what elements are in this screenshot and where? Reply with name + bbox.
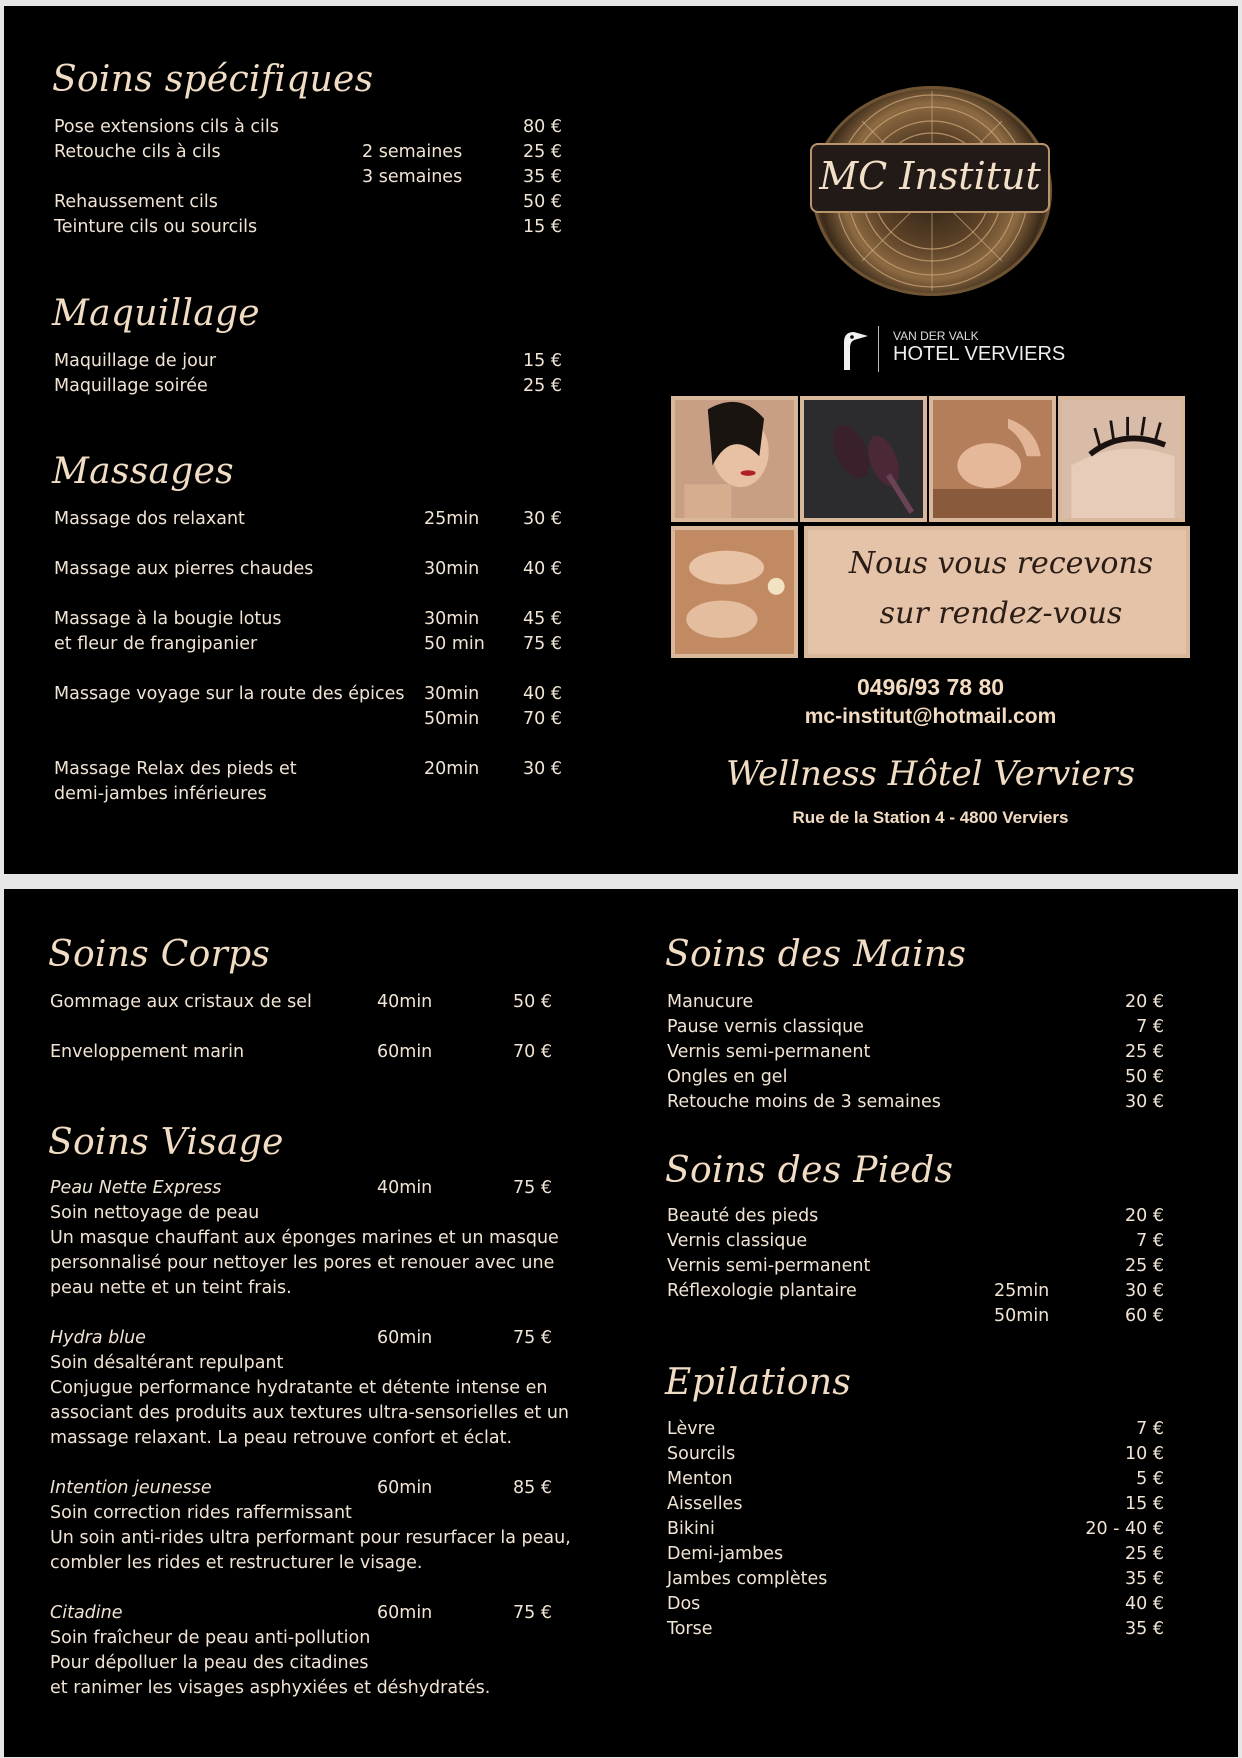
list-item: Massage aux pierres chaudes [54,559,314,579]
price: 70 € [513,1042,552,1062]
duration: 50 min [424,634,485,654]
list-item: Massage voyage sur la route des épices [54,684,405,704]
list-item: Pause vernis classique [667,1017,864,1037]
price: 30 € [523,759,562,779]
price: 40 € [1125,1594,1164,1614]
price: 35 € [1125,1619,1164,1639]
price: 70 € [523,709,562,729]
treatment-subtitle: Soin nettoyage de peau [50,1203,260,1223]
price: 10 € [1125,1444,1164,1464]
list-item: Ongles en gel [667,1067,788,1087]
photo-eyelashes [1058,396,1185,522]
list-item: Teinture cils ou sourcils [54,217,258,237]
treatment-name: Peau Nette Express [50,1178,222,1198]
price: 15 € [523,217,562,237]
price: 20 € [1125,992,1164,1012]
list-item: et fleur de frangipanier [54,634,258,654]
logo-text: MC Institut [819,154,1041,198]
email-address: mc-institut@hotmail.com [804,705,1057,728]
duration: 40min [377,992,433,1012]
list-item: Massage à la bougie lotus [54,609,282,629]
price: 75 € [513,1178,552,1198]
divider [878,326,879,372]
list-item: Pose extensions cils à cils [54,117,279,137]
appointment-line-1: Nous vous recevons [848,546,1154,581]
duration: 60min [377,1042,433,1062]
price: 35 € [1125,1569,1164,1589]
duration: 30min [424,559,480,579]
price: 20 € [1125,1206,1164,1226]
section-title-maquillage: Maquillage [52,293,260,334]
treatment-subtitle: Soin correction rides raffermissant [50,1503,352,1523]
price: 25 € [523,376,562,396]
list-item: Retouche cils à cils [54,142,221,162]
price: 35 € [523,167,562,187]
duration: 20min [424,759,480,779]
photo-hands-feet [671,526,798,658]
list-item: Bikini [667,1519,715,1539]
section-title-soins-corps: Soins Corps [48,934,271,975]
list-item: demi-jambes inférieures [54,784,267,804]
treatment-subtitle: Soin fraîcheur de peau anti-pollution [50,1628,371,1648]
section-title-soins-visage: Soins Visage [48,1122,284,1163]
section-title-soins-pieds: Soins des Pieds [665,1150,954,1191]
price: 85 € [513,1478,552,1498]
list-item: Vernis semi-permanent [667,1256,871,1276]
list-item: Massage Relax des pieds et [54,759,297,779]
treatment-desc: personnalisé pour nettoyer les pores et renouer avec une [50,1253,555,1273]
photo-nails [800,396,927,522]
price: 25 € [1125,1042,1164,1062]
price: 50 € [513,992,552,1012]
list-item: Retouche moins de 3 semaines [667,1092,941,1112]
list-item: Lèvre [667,1419,716,1439]
treatment-desc: et ranimer les visages asphyxiées et déshydratés. [50,1678,491,1698]
list-item: Enveloppement marin [50,1042,245,1062]
photo-makeup [671,396,798,522]
list-item: Sourcils [667,1444,736,1464]
price: 50 € [1125,1067,1164,1087]
price: 40 € [523,684,562,704]
duration: 60min [377,1328,433,1348]
list-item: Massage dos relaxant [54,509,245,529]
list-item: Aisselles [667,1494,743,1514]
duration: 3 semaines [362,167,463,187]
price: 7 € [1136,1419,1164,1439]
price: 75 € [523,634,562,654]
list-item: Vernis classique [667,1231,808,1251]
list-item: Jambes complètes [667,1569,828,1589]
photo-face-massage [929,396,1056,522]
list-item: Manucure [667,992,754,1012]
price: 7 € [1136,1231,1164,1251]
price: 20 - 40 € [1085,1519,1164,1539]
brochure-back-panel [4,889,1238,1757]
treatment-desc: peau nette et un teint frais. [50,1278,292,1298]
treatment-name: Citadine [50,1603,123,1623]
section-title-soins-mains: Soins des Mains [665,934,967,975]
duration: 50min [994,1306,1050,1326]
list-item: Demi-jambes [667,1544,784,1564]
price: 40 € [523,559,562,579]
price: 25 € [523,142,562,162]
address: Rue de la Station 4 - 4800 Verviers [792,808,1069,827]
list-item: Vernis semi-permanent [667,1042,871,1062]
treatment-subtitle: Soin désaltérant repulpant [50,1353,284,1373]
duration: 30min [424,684,480,704]
price: 45 € [523,609,562,629]
list-item: Maquillage soirée [54,376,208,396]
hotel-brand-name: HOTEL VERVIERS [893,343,1066,365]
duration: 30min [424,609,480,629]
treatment-desc: associant des produits aux textures ultra-sensorielles et un [50,1403,570,1423]
brochure-front-panel [4,6,1238,874]
list-item: Rehaussement cils [54,192,218,212]
treatment-name: Intention jeunesse [50,1478,212,1498]
price: 25 € [1125,1256,1164,1276]
list-item: Maquillage de jour [54,351,217,371]
list-item: Beauté des pieds [667,1206,819,1226]
section-title-soins-specifiques: Soins spécifiques [52,59,374,100]
price: 75 € [513,1603,552,1623]
price: 75 € [513,1328,552,1348]
price: 30 € [1125,1281,1164,1301]
duration: 50min [424,709,480,729]
list-item: Dos [667,1594,701,1614]
duration: 25min [424,509,480,529]
section-title-massages: Massages [52,451,234,492]
treatment-desc: Un masque chauffant aux éponges marines et un masque [50,1228,559,1248]
phone-number: 0496/93 78 80 [856,674,1005,700]
list-item: Réflexologie plantaire [667,1281,857,1301]
duration: 25min [994,1281,1050,1301]
toucan-icon [830,328,870,372]
price: 30 € [523,509,562,529]
price: 15 € [1125,1494,1164,1514]
treatment-desc: Un soin anti-rides ultra performant pour resurfacer la peau, [50,1528,571,1548]
venue-name: Wellness Hôtel Verviers [725,754,1136,794]
section-title-epilations: Epilations [665,1362,852,1403]
list-item: Menton [667,1469,733,1489]
treatment-name: Hydra blue [50,1328,146,1348]
price: 50 € [523,192,562,212]
appointment-box [804,526,1190,658]
duration: 2 semaines [362,142,463,162]
duration: 60min [377,1478,433,1498]
treatment-desc: Conjugue performance hydratante et détente intense en [50,1378,548,1398]
treatment-desc: massage relaxant. La peau retrouve confort et éclat. [50,1428,513,1448]
list-item: Gommage aux cristaux de sel [50,992,312,1012]
price: 30 € [1125,1092,1164,1112]
price: 5 € [1136,1469,1164,1489]
treatment-desc: combler les rides et restructurer le visage. [50,1553,423,1573]
price: 7 € [1136,1017,1164,1037]
hotel-brand-small: VAN DER VALK [893,329,979,343]
price: 80 € [523,117,562,137]
duration: 60min [377,1603,433,1623]
price: 60 € [1125,1306,1164,1326]
list-item: Torse [667,1619,713,1639]
appointment-line-2: sur rendez-vous [879,596,1123,631]
treatment-desc: Pour dépolluer la peau des citadines [50,1653,369,1673]
price: 15 € [523,351,562,371]
duration: 40min [377,1178,433,1198]
price: 25 € [1125,1544,1164,1564]
